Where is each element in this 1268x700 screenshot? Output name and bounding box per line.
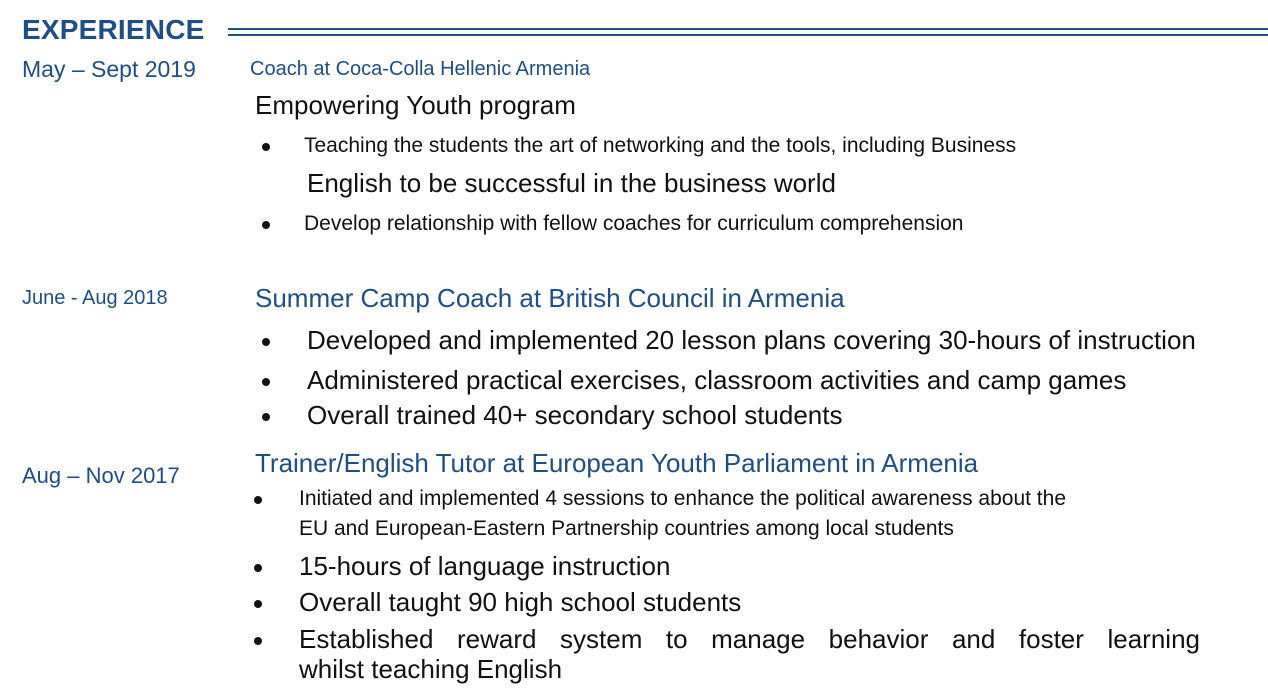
- bullet-text-continued: English to be successful in the business world: [307, 168, 836, 198]
- job-date: Aug – Nov 2017: [22, 463, 180, 488]
- bullet-text: Initiated and implemented 4 sessions to enhance the political awareness about the: [299, 487, 1066, 510]
- bullet-text: Administered practical exercises, classroom activities and camp games: [307, 365, 1127, 395]
- bullet-text-continued: EU and European-Eastern Partnership countries among local students: [299, 517, 954, 540]
- bullet-icon: [262, 221, 270, 229]
- job-date: June - Aug 2018: [22, 287, 168, 309]
- job-role: Coach at Coca-Colla Hellenic Armenia: [250, 58, 591, 80]
- bullet-text: Develop relationship with fellow coaches for curriculum comprehension: [304, 212, 964, 235]
- bullet-text: 15-hours of language instruction: [299, 551, 671, 581]
- job-subtitle: Empowering Youth program: [255, 90, 576, 120]
- bullet-text: Teaching the students the art of networking and the tools, including Business: [304, 134, 1017, 157]
- title-rule-bottom: [228, 34, 1268, 36]
- bullet-text: Developed and implemented 20 lesson plans covering 30-hours of instruction: [307, 325, 1196, 355]
- bullet-icon: [262, 378, 270, 386]
- bullet-icon: [254, 496, 262, 504]
- bullet-icon: [262, 413, 270, 421]
- bullet-text: Overall taught 90 high school students: [299, 587, 742, 617]
- job-role: Trainer/English Tutor at European Youth Parliament in Armenia: [255, 448, 979, 478]
- bullet-icon: [262, 143, 270, 151]
- bullet-text-continued: whilst teaching English: [299, 654, 563, 684]
- title-rule-top: [228, 28, 1268, 30]
- bullet-icon: [254, 564, 262, 572]
- section-title: EXPERIENCE: [22, 14, 205, 45]
- bullet-text: Overall trained 40+ secondary school students: [307, 400, 843, 430]
- job-date: May – Sept 2019: [22, 56, 196, 82]
- bullet-text: Established reward system to manage behavior and foster learning: [299, 624, 1200, 654]
- job-role: Summer Camp Coach at British Council in Armenia: [255, 283, 845, 313]
- bullet-icon: [262, 338, 270, 346]
- bullet-icon: [254, 600, 262, 608]
- bullet-icon: [254, 637, 262, 645]
